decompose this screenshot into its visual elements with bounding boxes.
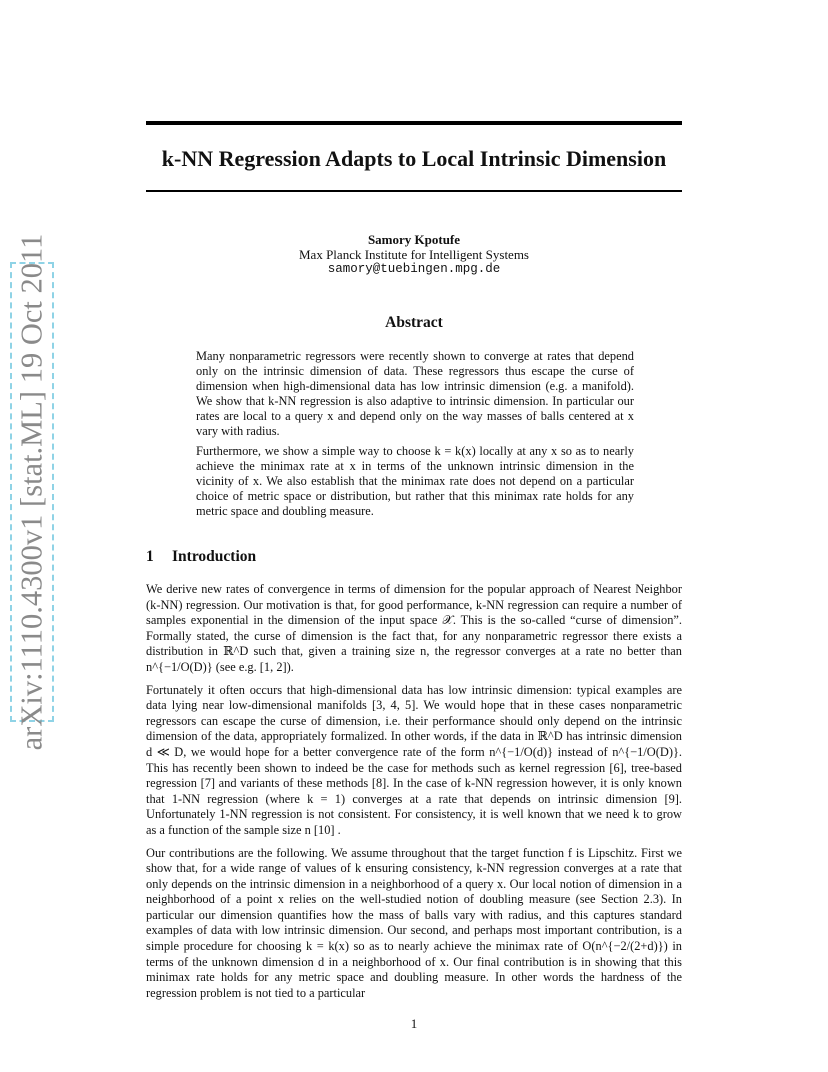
abstract-heading: Abstract xyxy=(385,314,443,331)
body-paragraph-1: We derive new rates of convergence in terms of dimension for the popular approach of Nearest Neighbor (k-NN) regression. Our motivation is that, for good performance, k-NN regression can require a number of samples exponential in the dimension of the input space 𝒳. This is the so-called “curse of dimension”. Formally stated, the curse of dimension is the fact that, for any nonparametric regressor there exists a distribution in ℝ^D such that, given a training size n, the regressor converges at a rate no better than n^{−1/O(D)} (see e.g. [1, 2]). xyxy=(146,582,682,674)
section-heading xyxy=(146,548,256,566)
section-body xyxy=(146,582,682,1008)
title-rule-bottom xyxy=(146,190,682,192)
title-rule-top xyxy=(146,121,682,125)
arxiv-stamp: arXiv:1110.4300v1 [stat.ML] 19 Oct 2011 xyxy=(14,233,49,751)
author-block xyxy=(146,232,682,277)
paper-title: k-NN Regression Adapts to Local Intrinsic Dimension xyxy=(161,146,667,171)
abstract-paragraph-1: Many nonparametric regressors were recently shown to converge at rates that depend only on the intrinsic dimension of data. These regressors thus escape the curse of dimension when high-dimensional data has low intrinsic dimension (e.g. a manifold). We show that k-NN regression is also adaptive to intrinsic dimension. In particular our rates are local to a query x and depend only on the way masses of balls centered at x vary with radius. xyxy=(196,349,634,438)
section-number: 1 xyxy=(146,548,154,565)
author-affiliation: Max Planck Institute for Intelligent Systems xyxy=(299,247,529,262)
author-email[interactable]: samory@tuebingen.mpg.de xyxy=(327,262,501,276)
author-name: Samory Kpotufe xyxy=(367,232,461,247)
abstract-paragraph-2: Furthermore, we show a simple way to choose k = k(x) locally at any x so as to nearly achieve the minimax rate at x in terms of the unknown intrinsic dimension in the vicinity of x. We also establish that the minimax rate does not depend on a particular choice of metric space or distribution, but rather that this minimax rate holds for any metric space and doubling measure. xyxy=(196,444,634,518)
abstract-body xyxy=(196,349,634,524)
page-number: 1 xyxy=(410,1016,418,1031)
body-paragraph-2: Fortunately it often occurs that high-dimensional data has low intrinsic dimension: typical examples are data lying near low-dimensional manifolds [3, 4, 5]. We would hope that in these cases nonparametric regressors can escape the curse of dimension, i.e. their performance should only depend on the intrinsic dimension of the data, appropriately formalized. In other words, if the data in ℝ^D has intrinsic dimension d ≪ D, we would hope for a better convergence rate of the form n^{−1/O(d)} instead of n^{−1/O(D)}. This has recently been shown to indeed be the case for methods such as kernel regression [6], tree-based regression [7] and variants of these methods [8]. In the case of k-NN regression however, it is only known that 1-NN regression (where k = 1) converges at a rate that depends on intrinsic dimension [9]. Unfortunately 1-NN regression is not consistent. For consistency, it is well known that we need k to grow as a function of the sample size n [10] . xyxy=(146,682,682,837)
section-title: Introduction xyxy=(172,548,257,565)
body-paragraph-3: Our contributions are the following. We assume throughout that the target function f is Lipschitz. First we show that, for a wide range of values of k ensuring consistency, k-NN regression converges at a rate that only depends on the intrinsic dimension in a neighborhood of a query x. Our local notion of dimension in a neighborhood of a point x relies on the well-studied notion of doubling measure (see Section 2.3). In particular our dimension quantifies how the mass of balls vary with radius, and this captures standard examples of data with low intrinsic dimension. Our second, and perhaps most important contribution, is a simple procedure for choosing k = k(x) so as to nearly achieve the minimax rate of O(n^{−2/(2+d)}) in terms of the unknown dimension d in a neighborhood of x. Our final contribution is in showing that this minimax rate holds for any metric space and doubling measure. In other words the hardness of the regression problem is not tied to a particular xyxy=(146,845,682,1000)
